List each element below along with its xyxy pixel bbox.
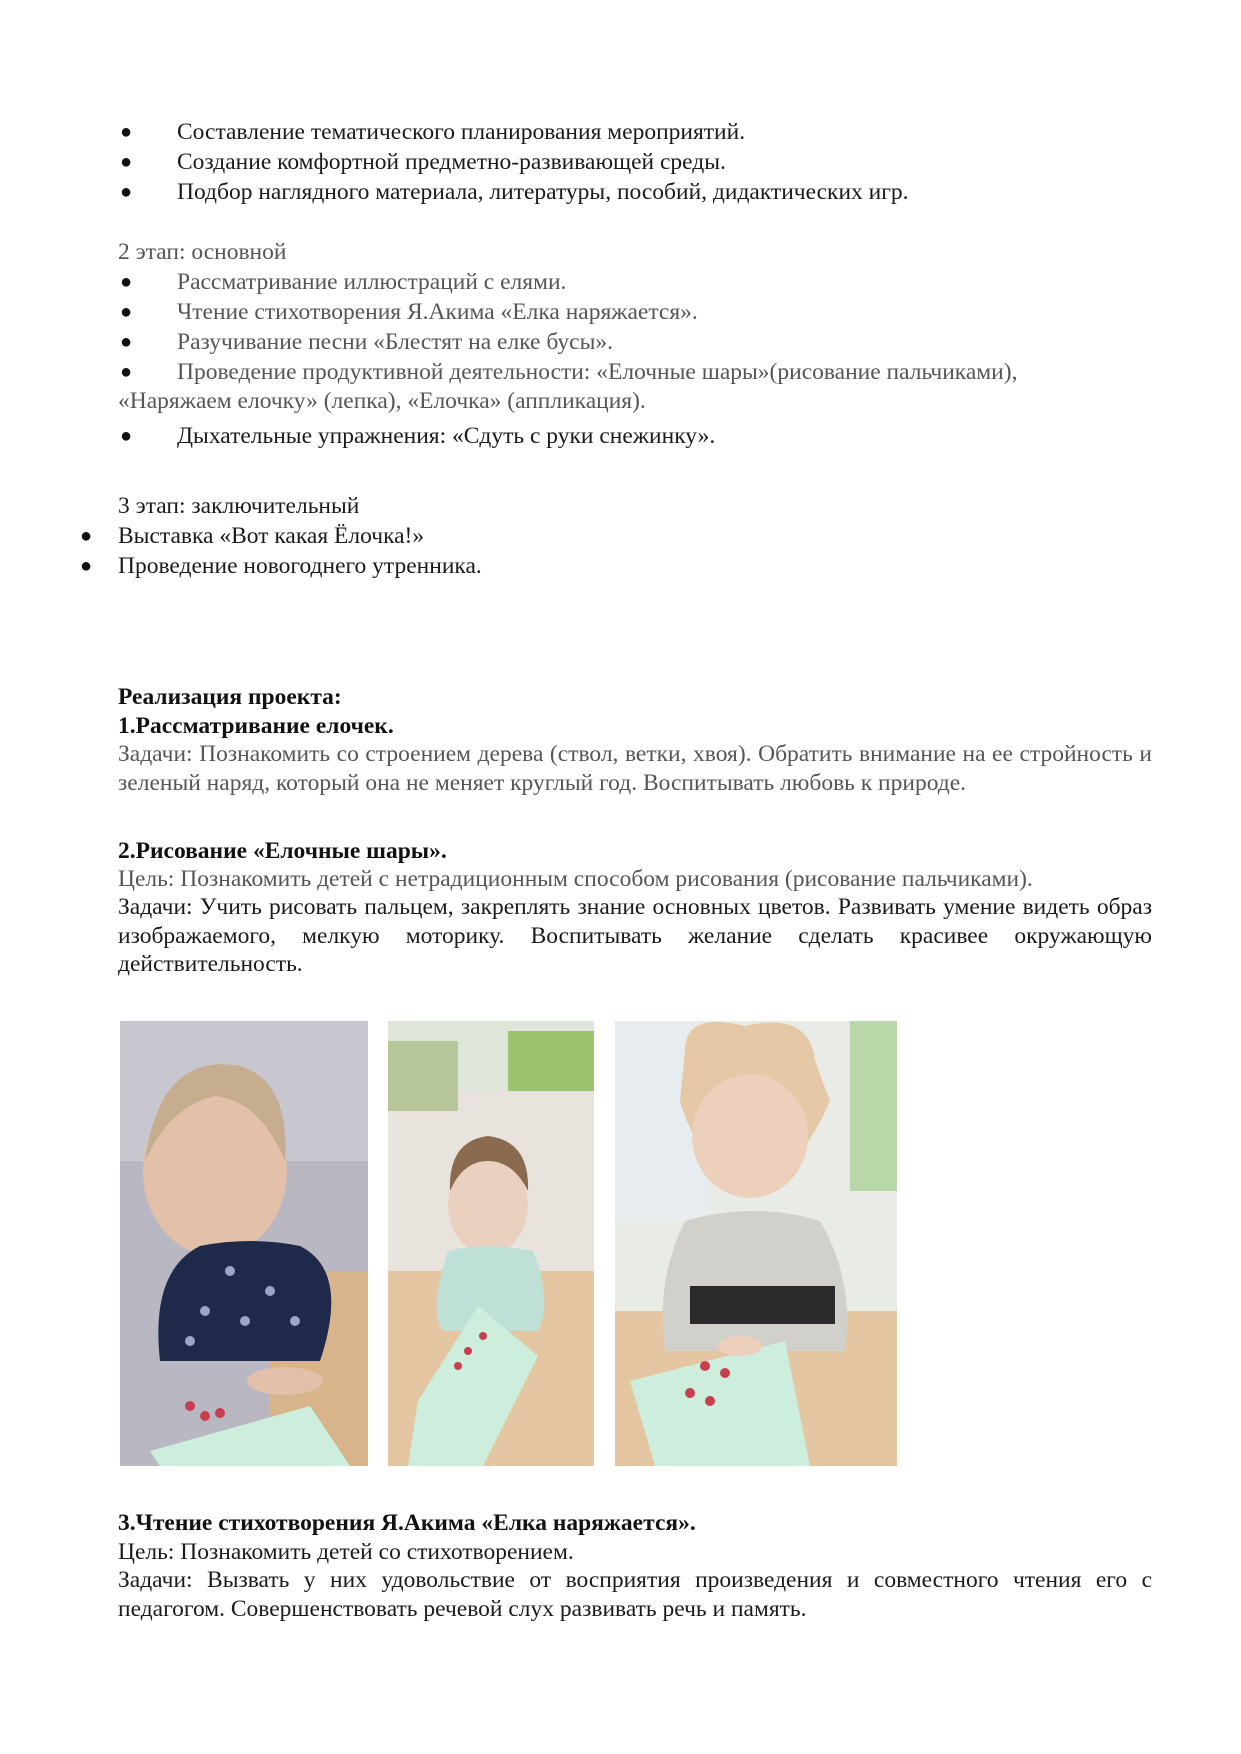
section-1-title: 1.Рассматривание елочек. bbox=[118, 713, 394, 739]
stage2-item-4: Проведение продуктивной деятельности: «Елочные шары»(рисование пальчиками), bbox=[177, 359, 1018, 385]
stage3-item-1: Выставка «Вот какая Ёлочка!» bbox=[118, 523, 425, 549]
stage2-item-4-continued: «Наряжаем елочку» (лепка), «Елочка» (аппликация). bbox=[118, 388, 646, 414]
bullet: ● bbox=[120, 271, 133, 293]
photo-child-finger-painting-2 bbox=[388, 1021, 594, 1466]
stage3-title: 3 этап: заключительный bbox=[118, 493, 360, 519]
stage1-item-3: Подбор наглядного материала, литературы, пособий, дидактических игр. bbox=[177, 179, 909, 205]
section-3-tasks: Задачи: Вызвать у них удовольствие от восприятия произведения и совместного чтения его с педагогом. Совершенствовать речевой слух развивать речь и память. bbox=[118, 1567, 1152, 1622]
bullet: ● bbox=[120, 121, 133, 143]
section-3-goal: Цель: Познакомить детей со стихотворением. bbox=[118, 1539, 574, 1565]
bullet: ● bbox=[120, 151, 133, 173]
stage1-item-1: Составление тематического планирования мероприятий. bbox=[177, 119, 746, 145]
bullet: ● bbox=[120, 181, 133, 203]
stage1-item-2: Создание комфортной предметно-развивающей среды. bbox=[177, 149, 726, 175]
section-1-tasks: Задачи: Познакомить со строением дерева (ствол, ветки, хвоя). Обратить внимание на ее стройность и зеленый наряд, который она не меняет круглый год. Воспитывать любовь к природе. bbox=[118, 741, 1152, 796]
photo-child-finger-painting-1 bbox=[120, 1021, 368, 1466]
photo-child-finger-painting-3 bbox=[615, 1021, 897, 1466]
stage2-item-2: Чтение стихотворения Я.Акима «Елка наряжается». bbox=[177, 299, 698, 325]
section-2-tasks: Задачи: Учить рисовать пальцем, закреплять знание основных цветов. Развивать умение видеть образ изображаемого, мелкую моторику. Воспитывать желание сделать красивее окружающую действительность. bbox=[118, 894, 1152, 977]
realization-heading: Реализация проекта: bbox=[118, 684, 342, 710]
bullet: ● bbox=[80, 525, 93, 547]
section-2-title: 2.Рисование «Елочные шары». bbox=[118, 838, 447, 864]
bullet: ● bbox=[120, 331, 133, 353]
section-3-title: 3.Чтение стихотворения Я.Акима «Елка наряжается». bbox=[118, 1510, 696, 1536]
bullet: ● bbox=[120, 361, 133, 383]
bullet: ● bbox=[120, 301, 133, 323]
stage2-item-5: Дыхательные упражнения: «Сдуть с руки снежинку». bbox=[177, 423, 716, 449]
bullet: ● bbox=[80, 555, 93, 577]
stage2-title: 2 этап: основной bbox=[118, 239, 287, 265]
stage3-item-2: Проведение новогоднего утренника. bbox=[118, 553, 482, 579]
bullet: ● bbox=[120, 425, 133, 447]
stage2-item-1: Рассматривание иллюстраций с елями. bbox=[177, 269, 567, 295]
section-2-goal: Цель: Познакомить детей с нетрадиционным способом рисования (рисование пальчиками). bbox=[118, 866, 1033, 892]
stage2-item-3: Разучивание песни «Блестят на елке бусы». bbox=[177, 329, 614, 355]
